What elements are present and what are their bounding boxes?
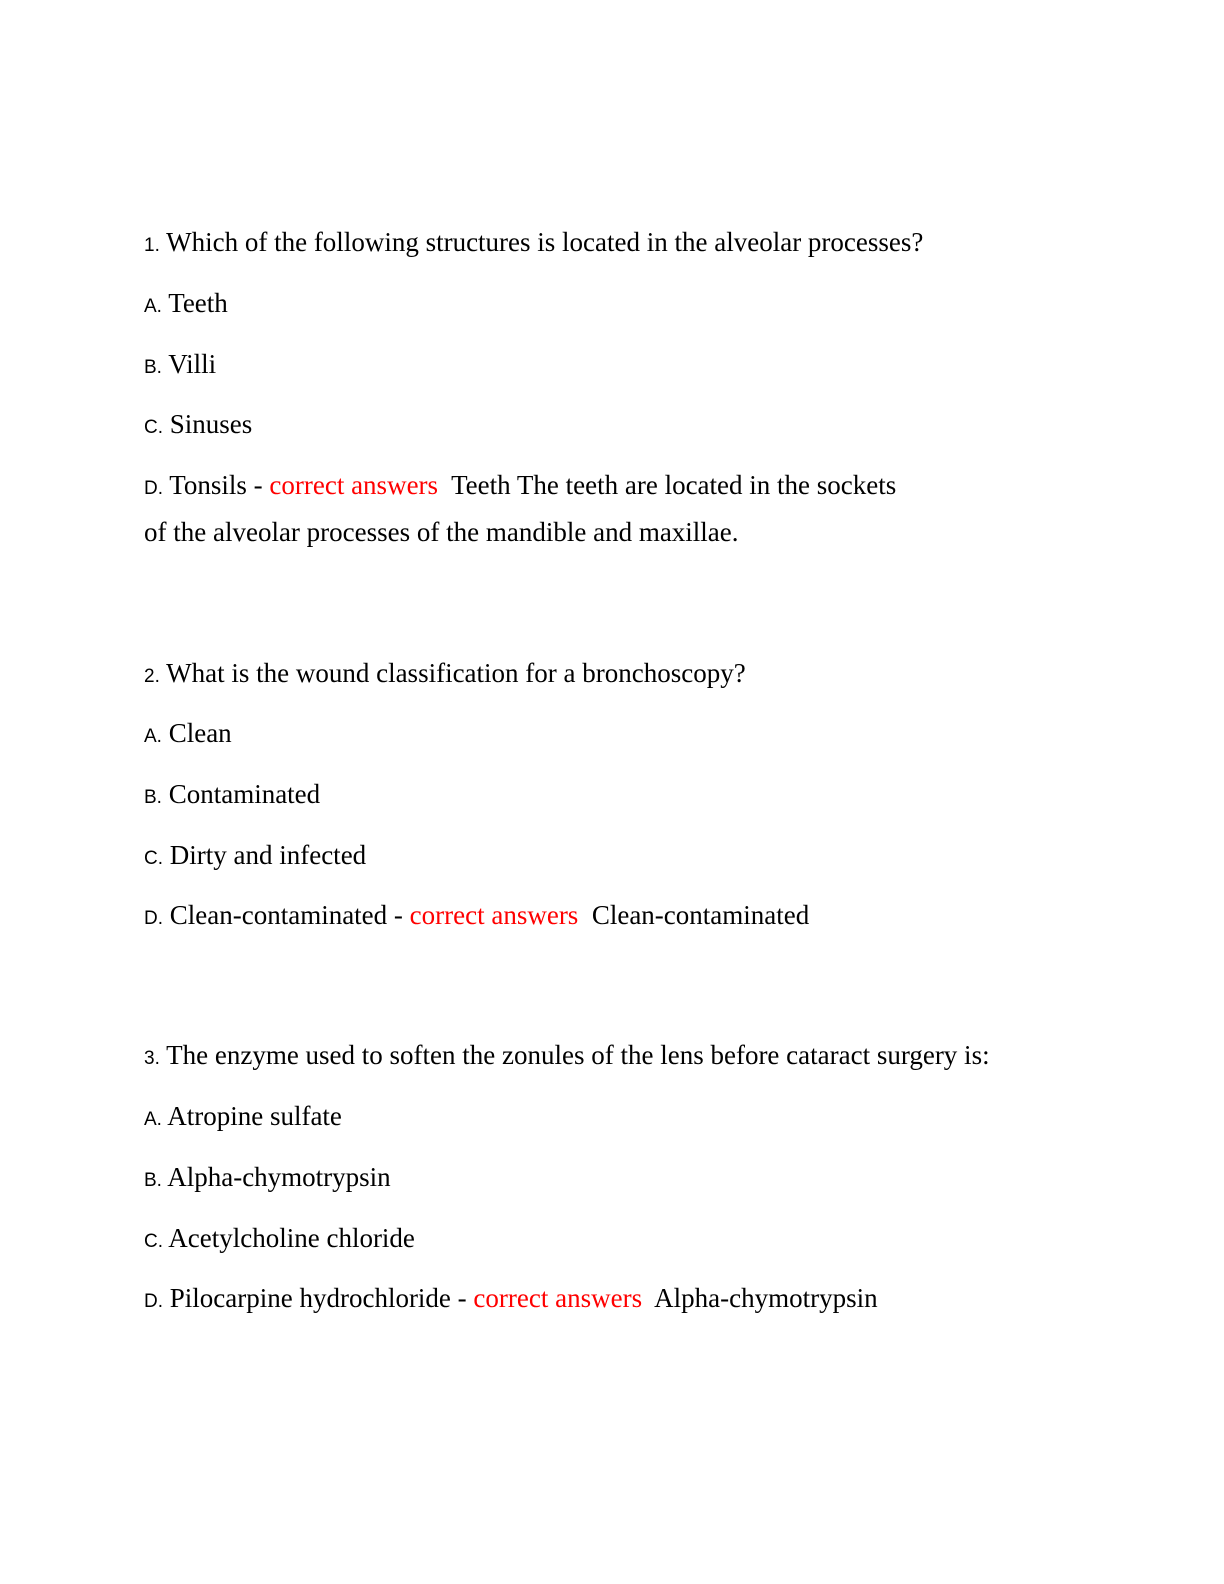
option-letter: D.: [144, 1291, 163, 1312]
question-1-option-a: [144, 286, 1104, 324]
answer-explanation: Teeth The teeth are located in the sockets: [451, 470, 897, 500]
question-2-option-b: [144, 777, 1104, 815]
option-text: Teeth: [168, 288, 228, 318]
option-letter: A.: [144, 1109, 162, 1130]
question-2-option-d: [144, 898, 1104, 936]
question-number: 1.: [144, 235, 160, 256]
answer-explanation: of the alveolar processes of the mandible and maxillae.: [144, 517, 739, 547]
option-text: Villi: [168, 349, 217, 379]
question-2-stem: [144, 656, 1104, 694]
option-text: Pilocarpine hydrochloride -: [169, 1283, 474, 1313]
option-text: Contaminated: [168, 779, 321, 809]
question-3-option-b: [144, 1160, 1104, 1198]
question-2-option-a: [144, 716, 1104, 754]
question-3-option-a: [144, 1099, 1104, 1137]
question-3-option-c: [144, 1221, 1104, 1259]
option-letter: A.: [144, 296, 162, 317]
correct-answer-label: correct answers: [269, 470, 439, 500]
option-letter: C.: [144, 1231, 163, 1252]
option-letter: B.: [144, 357, 162, 378]
option-text: Tonsils -: [169, 470, 270, 500]
question-1-option-b: [144, 347, 1104, 385]
question-number: 2.: [144, 666, 160, 687]
question-text: What is the wound classification for a bronchoscopy?: [166, 658, 746, 688]
option-letter: A.: [144, 726, 162, 747]
question-1-option-c: [144, 407, 1104, 445]
question-2-option-c: [144, 838, 1104, 876]
question-1-option-d: [144, 468, 1104, 506]
answer-explanation: Clean-contaminated: [591, 900, 810, 930]
question-text: The enzyme used to soften the zonules of the lens before cataract surgery is:: [166, 1040, 990, 1070]
option-text: Atropine sulfate: [167, 1101, 342, 1131]
question-1-answer-continuation: [144, 515, 1104, 549]
option-letter: B.: [144, 787, 162, 808]
option-text: Dirty and infected: [169, 840, 367, 870]
answer-explanation: Alpha-chymotrypsin: [654, 1283, 878, 1313]
question-3-option-d: [144, 1281, 1104, 1319]
option-text: Acetylcholine chloride: [168, 1223, 415, 1253]
option-text: Clean-contaminated -: [169, 900, 410, 930]
option-text: Clean: [168, 718, 232, 748]
correct-answer-label: correct answers: [473, 1283, 643, 1313]
question-3-stem: [144, 1038, 1104, 1076]
option-letter: D.: [144, 478, 163, 499]
option-text: Alpha-chymotrypsin: [167, 1162, 391, 1192]
option-text: Sinuses: [169, 409, 253, 439]
option-letter: C.: [144, 417, 163, 438]
correct-answer-label: correct answers: [409, 900, 579, 930]
option-letter: D.: [144, 908, 163, 929]
question-1-stem: [144, 225, 1104, 263]
question-number: 3.: [144, 1048, 160, 1069]
option-letter: B.: [144, 1170, 162, 1191]
question-text: Which of the following structures is located in the alveolar processes?: [166, 227, 924, 257]
option-letter: C.: [144, 848, 163, 869]
